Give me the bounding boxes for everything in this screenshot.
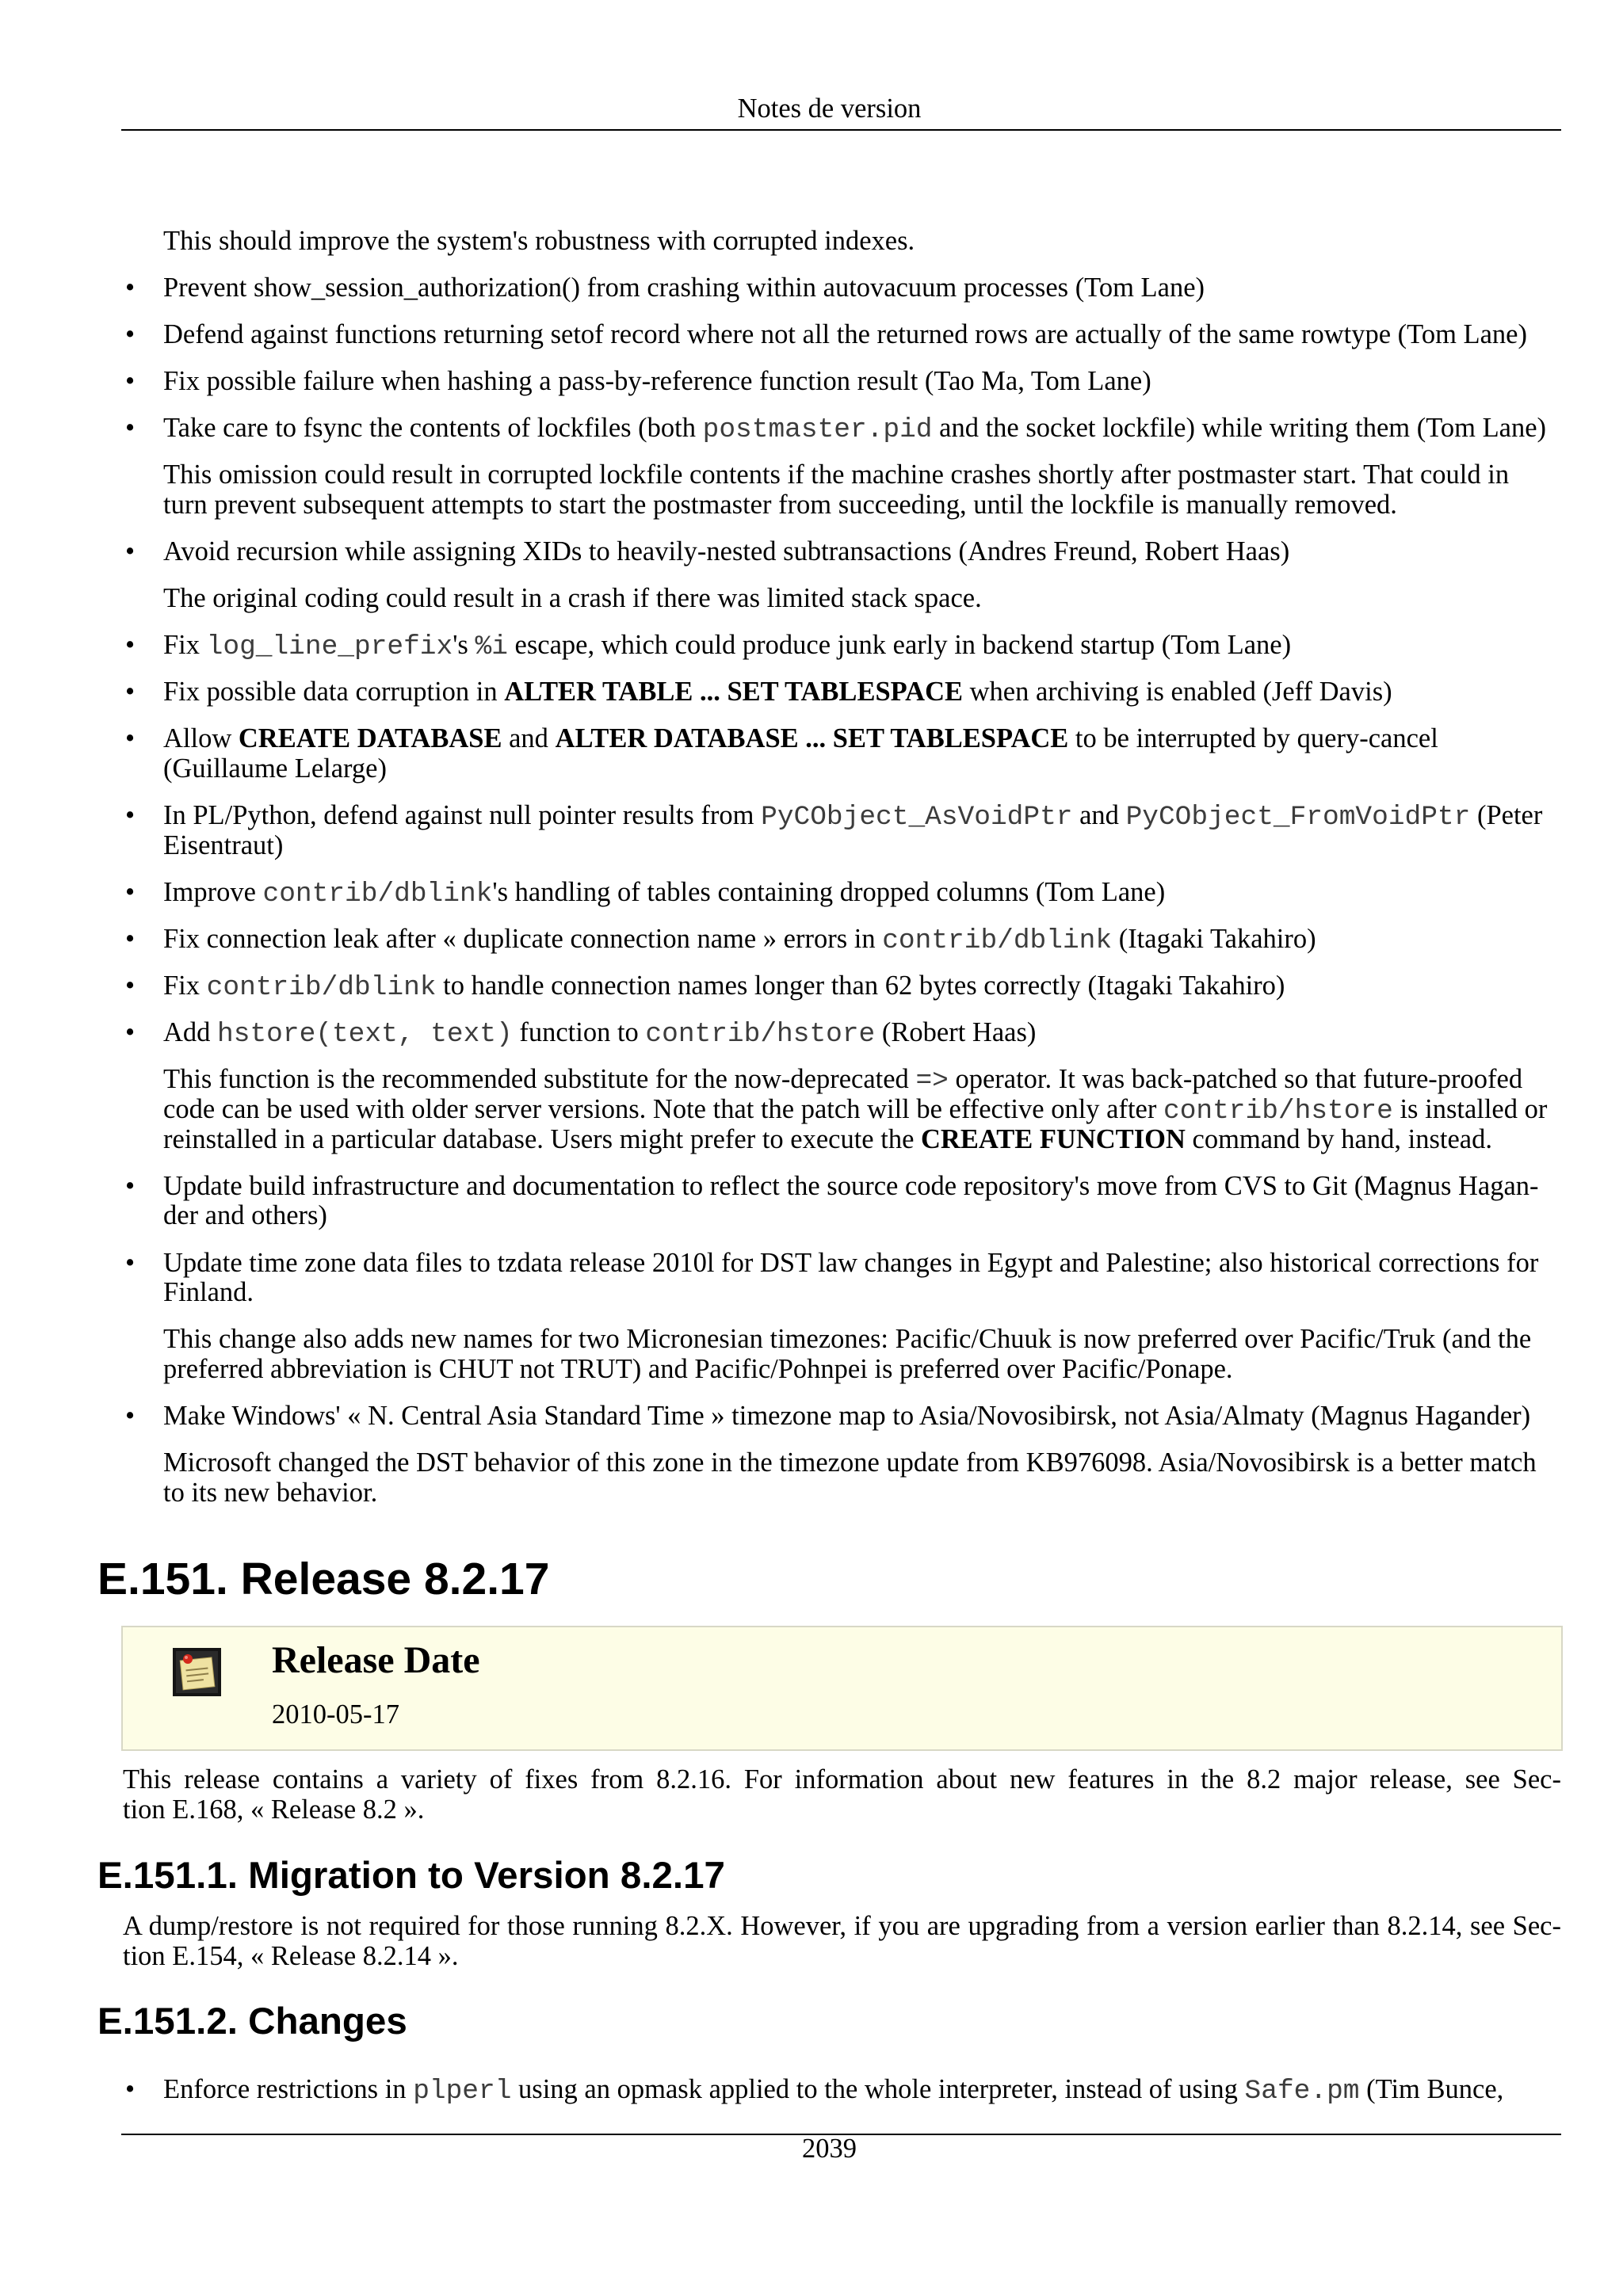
bold-text: ALTER TABLE ... SET TABLESPACE: [504, 677, 964, 707]
text-run: to handle connection names longer than 62 bytes correctly (Itagaki Takahiro): [436, 971, 1285, 1001]
text-line: [163, 925, 1561, 955]
list-item: [163, 2075, 1561, 2105]
bold-text: CREATE FUNCTION: [921, 1123, 1186, 1154]
list-item-detail: [163, 1325, 1561, 1384]
text-line: [163, 631, 1561, 661]
text-run: escape, which could produce junk early in backend startup (Tom Lane): [507, 630, 1292, 661]
list-item: [163, 925, 1561, 955]
list-item: [163, 1402, 1561, 1432]
text-run: Update time zone data files to tzdata release 2010l for DST law changes in Egypt and Palestine; also historical corrections for: [163, 1247, 1539, 1278]
changes-heading: E.151.2. Changes: [97, 2000, 407, 2042]
text-run: This change also adds new names for two Micronesian timezones: Pacific/Chuuk is now preferred over Pacific/Truk (and the: [163, 1324, 1532, 1355]
inline-code: plperl: [413, 2076, 512, 2107]
text-run: and: [502, 723, 556, 754]
text-run: and the socket lockfile) while writing them (Tom Lane): [932, 413, 1547, 444]
inline-code: contrib/dblink: [882, 925, 1113, 957]
text-run: using an opmask applied to the whole interpreter, instead of using: [511, 2074, 1245, 2104]
text-run: Microsoft changed the DST behavior of this zone in the timezone update from KB976098. Asia/Novosibirsk is a better match: [163, 1447, 1537, 1478]
text-run: command by hand, instead.: [1185, 1123, 1492, 1154]
running-header: Notes de version: [737, 93, 922, 124]
inline-code: contrib/dblink: [262, 879, 493, 910]
text-run: In PL/Python, defend against null pointer results from: [163, 800, 762, 831]
text-line: [163, 1249, 1561, 1279]
bold-text: ALTER DATABASE ... SET TABLESPACE: [555, 723, 1069, 754]
inline-code: PyCObject_AsVoidPtr: [761, 802, 1073, 833]
bullet-marker: [125, 320, 135, 350]
list-item: [163, 1172, 1561, 1231]
text-run: This function is the recommended substitute for the now-deprecated: [163, 1064, 916, 1095]
text-run: 's handling of tables containing dropped columns (Tom Lane): [492, 877, 1166, 907]
text-line: tion E.154, « Release 8.2.14 ».: [123, 1940, 459, 1971]
text-line: [163, 801, 1561, 831]
list-item-detail: [163, 227, 1561, 257]
text-line: [163, 677, 1561, 707]
text-run: Eisentraut): [163, 830, 284, 860]
text-run: code can be used with older server versions. Note that the patch will be effective only after: [163, 1094, 1163, 1124]
list-item: [163, 801, 1561, 860]
text-line: [163, 537, 1561, 567]
release-date: 2010-05-17: [272, 1699, 399, 1730]
list-item: [163, 724, 1561, 784]
text-run: is installed or: [1392, 1094, 1548, 1124]
text-run: to its new behavior.: [163, 1477, 378, 1508]
text-run: Make Windows' « N. Central Asia Standard Time » timezone map to Asia/Novosibirsk, not Asia/Almaty (Magnus Hagander): [163, 1401, 1531, 1432]
text-run: when archiving is enabled (Jeff Davis): [963, 677, 1392, 707]
text-run: operator. It was back-patched so that future-proofed: [948, 1064, 1523, 1095]
inline-code: contrib/hstore: [1163, 1096, 1393, 1127]
text-run: (Guillaume Lelarge): [163, 753, 387, 784]
text-run: (Tim Bunce,: [1359, 2074, 1504, 2104]
list-item-detail: [163, 1448, 1561, 1508]
list-item: [163, 1249, 1561, 1308]
text-run: and: [1072, 800, 1126, 831]
text-line: [163, 1402, 1561, 1432]
bullet-marker: [125, 971, 135, 1001]
list-item: [163, 367, 1561, 397]
text-run: Add: [163, 1017, 218, 1048]
text-line: [163, 831, 1561, 861]
list-item: [163, 1017, 1561, 1051]
bullet-marker: [125, 631, 135, 661]
header-rule: [121, 129, 1561, 131]
text-line: [163, 754, 1561, 784]
changes-list: [163, 2075, 1561, 2105]
text-line: This release contains a variety of fixes from 8.2.16. For information about new features in the 8.2 major release, see Sec-: [123, 1764, 1561, 1794]
inline-code: postmaster.pid: [702, 414, 933, 446]
text-run: to be interrupted by query-cancel: [1068, 723, 1438, 754]
inline-code: Safe.pm: [1244, 2076, 1360, 2107]
bullet-marker: [125, 273, 135, 303]
migration-paragraph: [123, 1912, 1561, 1971]
text-line: [163, 1355, 1561, 1385]
text-line: [163, 878, 1561, 908]
text-run: Fix possible data corruption in: [163, 677, 505, 707]
text-run: Improve: [163, 877, 263, 907]
text-run: Fix possible failure when hashing a pass-by-reference function result (Tao Ma, Tom Lane): [163, 366, 1151, 397]
text-line: [163, 1478, 1561, 1508]
text-run: Fix connection leak after « duplicate connection name » errors in: [163, 924, 883, 955]
text-run: reinstalled in a particular database. Users might prefer to execute the: [163, 1123, 922, 1154]
text-line: [163, 367, 1561, 397]
text-run: Fix: [163, 971, 207, 1001]
text-run: 's: [453, 630, 475, 661]
bold-text: CREATE DATABASE: [238, 723, 502, 754]
list-item-detail: [163, 460, 1561, 520]
bullet-marker: [125, 1249, 135, 1279]
text-line: [163, 1065, 1561, 1095]
text-line: [163, 273, 1561, 303]
text-line: [163, 1017, 1561, 1051]
text-line: [163, 1278, 1561, 1308]
release-intro-paragraph: [123, 1765, 1561, 1825]
inline-code: hstore(text, text): [217, 1019, 513, 1051]
text-line: [163, 1172, 1561, 1202]
text-line: [163, 724, 1561, 754]
text-line: [163, 227, 1561, 257]
text-line: [163, 490, 1561, 521]
note-icon: [173, 1648, 221, 1696]
text-run: Prevent show_session_authorization() from crashing within autovacuum processes (Tom Lane): [163, 273, 1205, 303]
page-number: 2039: [802, 2134, 857, 2164]
list-item: [163, 878, 1561, 908]
list-item: [163, 537, 1561, 567]
text-run: The original coding could result in a crash if there was limited stack space.: [163, 583, 982, 614]
text-line: [163, 1325, 1561, 1355]
inline-code: contrib/hstore: [645, 1019, 876, 1051]
list-item: [163, 631, 1561, 661]
list-item: [163, 320, 1561, 350]
bullet-marker: [125, 414, 135, 444]
note-title: Release Date: [272, 1639, 480, 1681]
list-item: [163, 677, 1561, 707]
inline-code: %i: [475, 631, 508, 663]
bullet-marker: [125, 1018, 135, 1048]
bullet-marker: [125, 1172, 135, 1202]
list-item: [163, 273, 1561, 303]
list-item: [163, 414, 1561, 444]
inline-code: contrib/dblink: [206, 972, 437, 1004]
text-line: [163, 1201, 1561, 1231]
text-line: [163, 1125, 1561, 1155]
bullet-marker: [125, 925, 135, 955]
text-run: Fix: [163, 630, 207, 661]
inline-code: PyCObject_FromVoidPtr: [1125, 802, 1471, 833]
inline-code: =>: [915, 1066, 949, 1097]
bullet-marker: [125, 367, 135, 397]
list-item-detail: [163, 584, 1561, 614]
text-run: Defend against functions returning setof record where not all the returned rows are actually of the same rowtype (Tom Lane): [163, 319, 1527, 350]
text-run: (Itagaki Takahiro): [1112, 924, 1316, 955]
release-date-note: [121, 1626, 1563, 1751]
list-item: [163, 971, 1561, 1004]
text-line: [163, 320, 1561, 350]
text-run: Enforce restrictions in: [163, 2074, 414, 2104]
text-line: [163, 584, 1561, 614]
text-line: [163, 971, 1561, 1004]
bullet-marker: [125, 1402, 135, 1432]
text-line: [163, 2075, 1561, 2105]
migration-heading: E.151.1. Migration to Version 8.2.17: [97, 1855, 725, 1897]
text-line: [163, 1095, 1561, 1125]
text-line: [163, 460, 1561, 490]
text-line: tion E.168, « Release 8.2 ».: [123, 1794, 425, 1825]
text-run: (Robert Haas): [875, 1017, 1037, 1048]
text-line: A dump/restore is not required for those running 8.2.X. However, if you are upgrading from a version earlier than 8.2.14, see Sec-: [123, 1911, 1561, 1941]
text-run: (Peter: [1470, 800, 1543, 831]
bullet-marker: [125, 537, 135, 567]
bullet-marker: [125, 878, 135, 908]
text-line: [163, 414, 1561, 444]
text-run: Allow: [163, 723, 239, 754]
bullet-marker: [125, 724, 135, 754]
inline-code: log_line_prefix: [206, 631, 453, 663]
text-run: preferred abbreviation is CHUT not TRUT) and Pacific/Pohnpei is preferred over Pacific/Ponape.: [163, 1353, 1233, 1384]
text-run: This should improve the system's robustness with corrupted indexes.: [163, 226, 915, 256]
release-notes-list: [163, 227, 1561, 1508]
text-run: Finland.: [163, 1277, 254, 1308]
text-run: der and others): [163, 1200, 327, 1231]
list-item-detail: [163, 1065, 1561, 1154]
bullet-marker: [125, 2075, 135, 2105]
text-run: function to: [512, 1017, 646, 1048]
text-run: Avoid recursion while assigning XIDs to heavily-nested subtransactions (Andres Freund, Robert Haas): [163, 536, 1290, 567]
text-run: Update build infrastructure and documentation to reflect the source code repository's move from CVS to Git (Magnus Hagan-: [163, 1170, 1539, 1201]
text-run: This omission could result in corrupted lockfile contents if the machine crashes shortly after postmaster start. That could in: [163, 460, 1510, 490]
bullet-marker: [125, 801, 135, 831]
bullet-marker: [125, 677, 135, 707]
text-run: Take care to fsync the contents of lockfiles (both: [163, 413, 703, 444]
section-heading: E.151. Release 8.2.17: [97, 1554, 550, 1604]
text-run: turn prevent subsequent attempts to start the postmaster from succeeding, until the lockfile is manually removed.: [163, 490, 1397, 521]
text-line: [163, 1448, 1561, 1478]
